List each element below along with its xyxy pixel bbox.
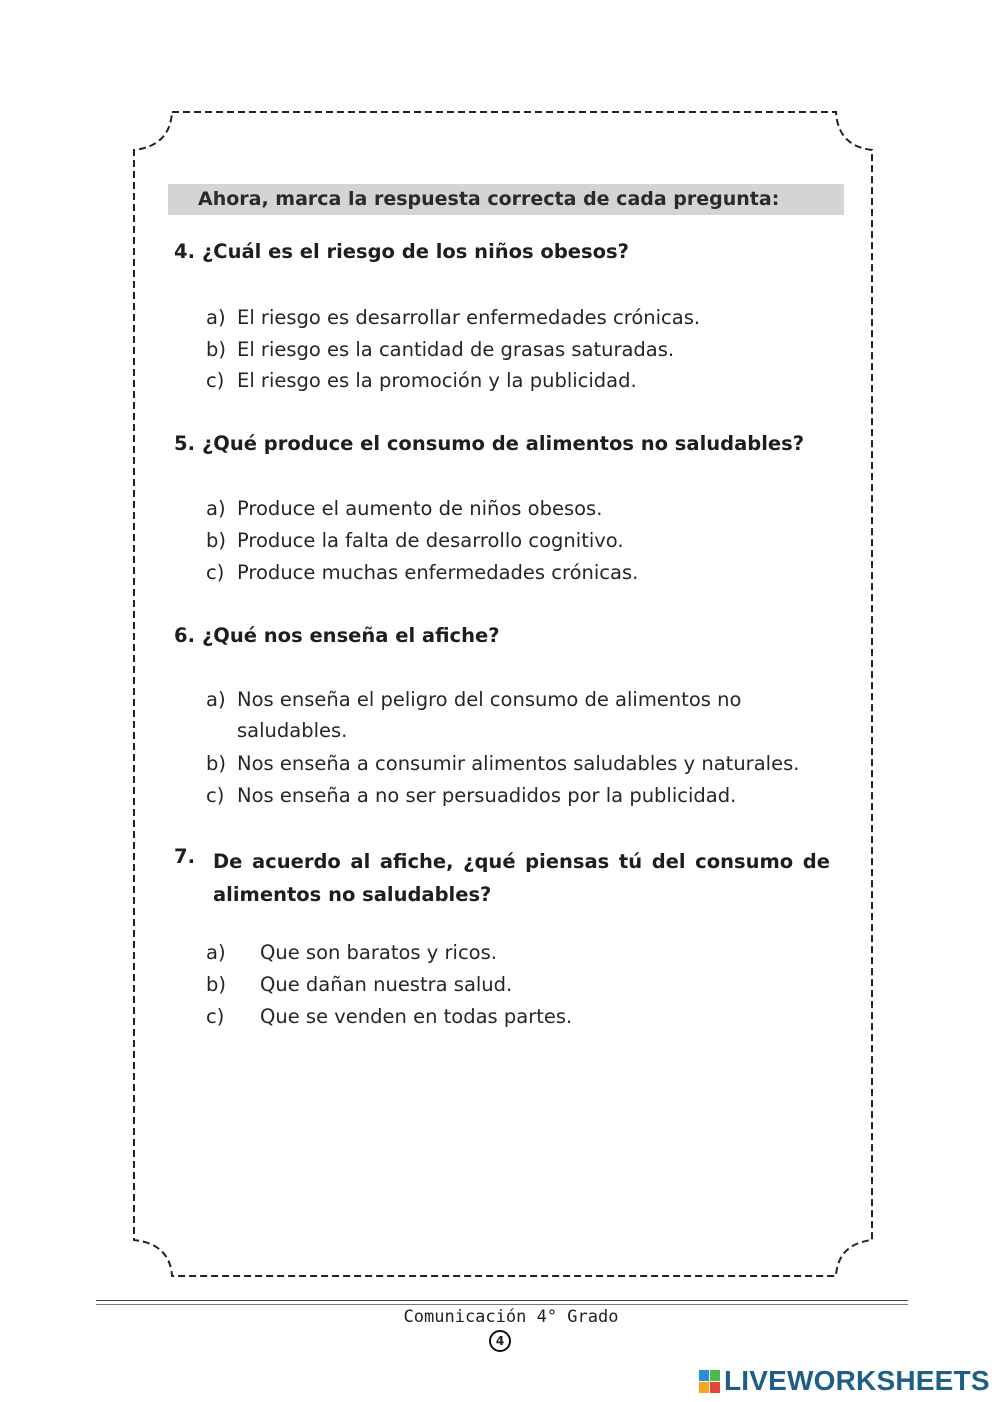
option-text: Produce muchas enfermedades crónicas. [237, 561, 639, 584]
option-text: Que son baratos y ricos. [260, 941, 497, 964]
option-7a[interactable] [206, 941, 497, 964]
option-letter: c) [206, 561, 225, 584]
option-letter: c) [206, 369, 225, 392]
option-letter: a) [206, 497, 226, 520]
option-letter: c) [206, 1005, 225, 1028]
page-number: 4 [489, 1330, 511, 1352]
question-text: ¿Qué produce el consumo de alimentos no saludables? [202, 432, 805, 455]
option-text: Que dañan nuestra salud. [260, 973, 513, 996]
question-number: 6. [174, 624, 195, 647]
option-letter: a) [206, 306, 226, 329]
liveworksheets-logo-icon [699, 1370, 721, 1394]
footer-divider-thin [96, 1304, 908, 1305]
option-text: Que se venden en todas partes. [260, 1005, 573, 1028]
option-letter: b) [206, 973, 226, 996]
option-text: Nos enseña a consumir alimentos saludables y naturales. [237, 752, 800, 775]
option-text: El riesgo es la cantidad de grasas saturadas. [237, 338, 675, 361]
question-text: ¿Cuál es el riesgo de los niños obesos? [202, 240, 629, 263]
option-5b[interactable] [206, 529, 624, 552]
option-letter: c) [206, 784, 225, 807]
option-6c[interactable] [206, 784, 736, 807]
option-4a[interactable] [206, 306, 700, 329]
question-5 [174, 432, 804, 455]
option-6a[interactable] [206, 684, 786, 746]
question-text: De acuerdo al afiche, ¿qué piensas tú del consumo de alimentos no saludables? [213, 850, 830, 906]
option-7c[interactable] [206, 1005, 572, 1028]
question-text: ¿Qué nos enseña el afiche? [202, 624, 500, 647]
instruction-banner [168, 184, 844, 215]
option-text: Produce la falta de desarrollo cognitivo. [237, 529, 624, 552]
watermark-text: LIVEWORKSHEETS [724, 1365, 990, 1396]
footer-divider [96, 1300, 908, 1301]
option-4b[interactable] [206, 338, 674, 361]
option-5a[interactable] [206, 497, 602, 520]
option-text: El riesgo es la promoción y la publicidad. [237, 369, 637, 392]
logo-block-orange [699, 1382, 709, 1393]
option-letter: b) [206, 752, 226, 775]
logo-block-blue [699, 1370, 709, 1381]
option-5c[interactable] [206, 561, 638, 584]
option-text: Produce el aumento de niños obesos. [237, 497, 603, 520]
logo-block-green [710, 1370, 720, 1381]
question-4 [174, 240, 629, 263]
question-number: 4. [174, 240, 195, 263]
option-letter: a) [206, 941, 226, 964]
option-7b[interactable] [206, 973, 512, 996]
option-6b[interactable] [206, 752, 799, 775]
option-letter: a) [206, 688, 226, 711]
question-number: 7. [174, 845, 195, 868]
option-text: Nos enseña a no ser persuadidos por la publicidad. [237, 784, 737, 807]
option-text: El riesgo es desarrollar enfermedades crónicas. [237, 306, 701, 329]
option-4c[interactable] [206, 369, 637, 392]
question-number: 5. [174, 432, 195, 455]
option-letter: b) [206, 338, 226, 361]
logo-block-red [710, 1382, 720, 1393]
instruction-text: Ahora, marca la respuesta correcta de cada pregunta: [198, 188, 780, 210]
question-6 [174, 624, 500, 647]
footer-subject: Comunicación 4° Grado [403, 1307, 619, 1327]
question-7 [174, 845, 830, 911]
option-letter: b) [206, 529, 226, 552]
option-text: Nos enseña el peligro del consumo de alimentos no saludables. [237, 688, 742, 742]
